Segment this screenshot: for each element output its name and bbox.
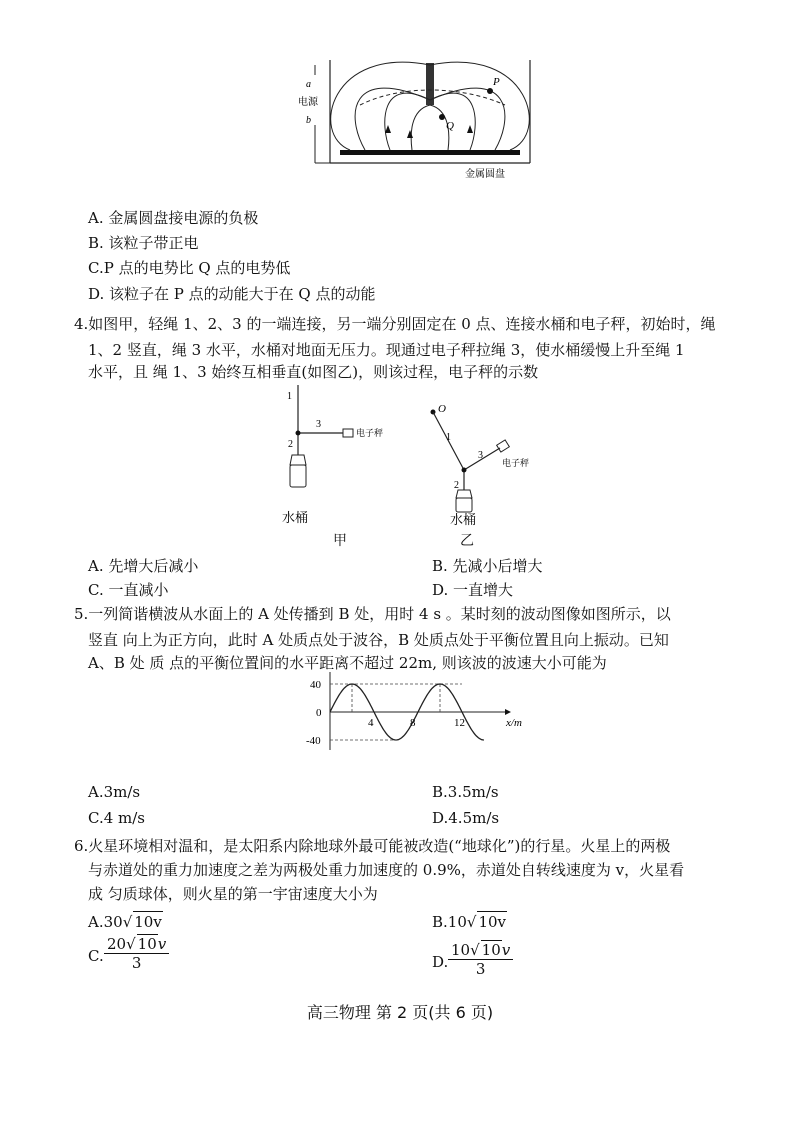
q5-option-a: A.3m/s [88, 783, 141, 801]
field-diagram [290, 55, 540, 180]
q4-option-d: D. 一直增大 [432, 581, 514, 599]
q4-line-3: 水平，且 绳 1、3 始终互相垂直(如图乙)，则该过程，电子秤的示数 [88, 363, 539, 381]
point-p [487, 88, 493, 94]
y-tick-40: 40 [310, 679, 321, 691]
q3-option-a: A. 金属圆盘接电源的负极 [88, 209, 259, 227]
q3-option-c: C.P 点的电势比 Q 点的电势低 [88, 259, 291, 277]
yi-point-o: O [438, 403, 446, 415]
label-p: P [493, 76, 500, 88]
q4-line-1: 4.如图甲，轻绳 1、2、3 的一端连接，另一端分别固定在 0 点、连接水桶和电子秤，初始时，绳 [74, 315, 716, 333]
jia-bucket-label: 水桶 [282, 510, 309, 525]
x-tick-4: 4 [368, 717, 374, 729]
q6-option-a: A.30√ 10v [88, 913, 162, 931]
q5-line-2: 竖直 向上为正方向，此时 A 处质点处于波谷，B 处质点处于平衡位置且向上振动。已知 [88, 631, 669, 649]
figure-jia [270, 385, 410, 525]
jia-rope-3: 3 [316, 419, 321, 430]
q6-option-d-fraction: $\frac{10√ 10v}{3}$ [448, 940, 513, 978]
label-a: a [306, 79, 311, 90]
yi-rope-3: 3 [478, 450, 483, 461]
q6-d-radicand: 10 [481, 941, 501, 959]
y-tick-neg40: -40 [306, 735, 321, 747]
label-source: 电源 [298, 97, 318, 108]
q3-option-b: B. 该粒子带正电 [88, 234, 199, 252]
q4-option-a: A. 先增大后减小 [88, 557, 199, 575]
page-footer: 高三物理 第 2 页(共 6 页) [306, 1003, 494, 1022]
q6-option-d-label: D. [432, 953, 449, 971]
wave-chart-svg [300, 672, 540, 752]
q6-a-prefix: A.30 [88, 913, 123, 931]
q5-option-b: B.3.5m/s [432, 783, 499, 801]
q6-c-radicand: 10 [137, 935, 157, 953]
yi-rope-1: 1 [446, 432, 451, 443]
q6-line-3: 成 匀质球体，则火星的第一宇宙速度大小为 [88, 885, 378, 903]
q4-line-2: 1、2 竖直，绳 3 水平，水桶对地面无压力。现通过电子秤拉绳 3，使水桶缓慢上升至绳 1 [88, 341, 685, 359]
jia-rope-1: 1 [287, 391, 292, 402]
q6-c-coef: 20 [107, 935, 127, 953]
q6-option-b: B.10√ 10v [432, 913, 507, 931]
point-q [439, 114, 445, 120]
q6-b-prefix: B.10 [432, 913, 467, 931]
jia-rope-2: 2 [288, 439, 293, 450]
q5-option-d: D.4.5m/s [432, 809, 500, 827]
caption-yi: 乙 [460, 533, 474, 549]
q3-option-d: D. 该粒子在 P 点的动能大于在 Q 点的动能 [88, 285, 376, 303]
wave-chart [300, 672, 540, 752]
x-tick-8: 8 [410, 717, 416, 729]
label-b: b [306, 115, 311, 126]
q6-a-radicand: 10v [134, 913, 162, 931]
q5-line-3: A、B 处 质 点的平衡位置间的水平距离不超过 22m, 则该波的波速大小可能为 [88, 654, 607, 672]
y-tick-0: 0 [316, 707, 322, 719]
q6-line-1: 6.火星环境相对温和，是太阳系内除地球外最可能被改造(“地球化”)的行星。火星上的两极 [74, 837, 671, 855]
figure-yi [420, 400, 560, 530]
q6-option-c-label: C. [88, 947, 104, 965]
q6-option-c-fraction: $\frac{20√ 10v}{3}$ [104, 934, 169, 972]
x-axis-arrow [505, 709, 511, 715]
yi-scale: 电子秤 [502, 458, 530, 468]
q6-line-2: 与赤道处的重力加速度之差为两极处重力加速度的 0.9%，赤道处自转线速度为 v，火星看 [88, 861, 685, 879]
label-disc: 金属圆盘 [465, 169, 505, 180]
q5-option-c: C.4 m/s [88, 809, 145, 827]
q6-c-var: v [157, 935, 167, 953]
jia-scale: 电子秤 [356, 428, 384, 438]
caption-jia: 甲 [333, 533, 347, 549]
x-axis-label: x/m [506, 717, 522, 729]
q5-line-1: 5.一列简谐横波从水面上的 A 处传播到 B 处，用时 4 s 。某时刻的波动图像如图所示，以 [74, 605, 671, 623]
q6-c-denominator: 3 [131, 954, 142, 972]
field-figure [290, 55, 540, 180]
label-q: Q [446, 120, 454, 132]
yi-bucket-label: 水桶 [450, 512, 477, 527]
q6-d-denominator: 3 [475, 960, 486, 978]
q6-b-radicand: 10v [478, 913, 507, 931]
q6-d-var: v [501, 941, 511, 959]
metal-disc [340, 150, 520, 155]
q4-option-b: B. 先减小后增大 [432, 557, 543, 575]
q6-d-coef: 10 [451, 941, 471, 959]
x-tick-12: 12 [454, 717, 465, 729]
yi-rope-2: 2 [454, 480, 459, 491]
q4-option-c: C. 一直减小 [88, 581, 169, 599]
